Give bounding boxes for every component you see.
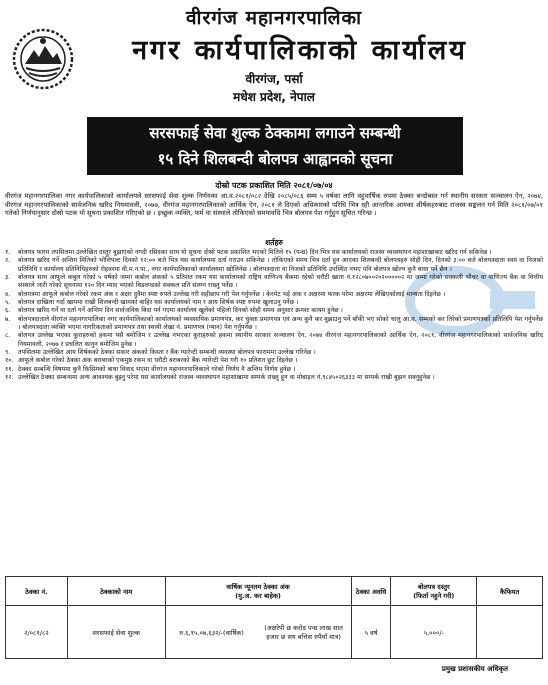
cell-name: सरसफाई सेवा शुल्क xyxy=(67,606,165,659)
term-text: आफूले कबोल गरेको ठेक्का अंक बराबरको एकमुष्ठ रकम वा धरौटी बराबरको बैंक ग्यारेन्टी पेश गरी १० प्रतिशत छुट दिइनेछ । xyxy=(18,357,298,365)
intro-paragraph: वीरगंज महानगरपालिका नगर कार्यपालिकाको कार्यालयले सरसफाई सेवा शुल्क निर्णयका आ.व.२०८१/०८२ देखि २०८५/०८६ सम्म ५ वर्षका लागि वहुवार्षिक रुपमा ठेक्का बन्दोबस्त गर्न स्थानीय सरकार सञ्चालन ऐन, २०७४, वीरगंज महानगरपालिकाको सार्वजनिक खरिद नियमावली, २०७७, वीरगंज महानगरपालिकाको आर्थिक ऐन, २०८१ ले दिएको अधिकारको परिधि भित्र रही आन्तरिक आयका शीर्षकहरुबाट राजस्व सङ्कलन गर्न मिति २०८१/०७/०१ गतेको निर्णयानुसार दोस्रो पटक यो सूचना प्रकाशित गरिएको छ । इच्छुक व्यक्ति, फर्म वा संस्थाले तोकिएको समयावधि भित्र बोलपत्र पेश गर्नुहुन सूचित गरिन्छ । xyxy=(5,192,543,218)
term-text: बोलपत्र खरिद गर्ने वा दर्ता गर्ने अन्तिम दिन सार्वजनिक बिदा पर्न गएमा कार्यालय खुलेको पहिलो दिनको सोही समय अनुसार क्रमशः कायम हुनेछ । xyxy=(18,307,343,315)
term-number: १२. xyxy=(5,374,14,382)
cell-ref: २/०८१/८२ xyxy=(6,606,68,659)
office-location: वीरगंज, पर्सा xyxy=(245,72,303,86)
notice-title-banner xyxy=(87,117,463,175)
terms-list xyxy=(5,249,543,383)
col-header-duration: ठेक्का अवधि xyxy=(351,577,391,606)
col-header-fee-sub: (फिर्ता नहुने गरी) xyxy=(413,592,455,600)
term-number: ११. xyxy=(5,365,14,373)
term-item xyxy=(5,307,543,315)
term-number: १. xyxy=(5,249,11,256)
term-text: ठेक्का सम्बन्धि विषयमा कुनै किसिमको बाधा विवाद भएमा वीरगंज महानगरपालिकाले गरेको निर्णय नै अन्तिम निर्णय हुनेछ । xyxy=(18,365,296,373)
term-item xyxy=(5,374,543,382)
col-header-name: ठेक्काको नाम xyxy=(67,577,165,606)
terms-heading: शर्तहरु xyxy=(265,238,283,247)
term-item xyxy=(5,332,543,349)
term-number: १०. xyxy=(5,357,14,365)
cell-amount xyxy=(165,606,351,659)
term-item xyxy=(5,274,543,291)
term-number: ६. xyxy=(5,307,11,315)
cell-fee: ५,०००/- xyxy=(391,606,477,659)
notice-title-line1: सरसफाई सेवा शुल्क ठेक्कामा लगाउने सम्बन्धी xyxy=(149,124,401,142)
term-item xyxy=(5,316,543,333)
cell-amount-figure: रु.६,१५,०७,६३२/-(वार्षिक) xyxy=(179,628,244,637)
term-text: बोलपत्र फारम तपसिलमा उल्लेखित दस्तुर बुझाएको नगदी रसिदका साथ यो सूचना दोस्रो पटक प्रकाशित भएको मितिले १५ (पन्ध्र) दिन भित्र यस कार्यालयको राजस्व व्यवस्थापन महाशाखाबाट खरिद गर्न सकिनेछ । xyxy=(18,249,492,256)
term-item xyxy=(5,366,543,374)
col-header-fee xyxy=(391,577,477,606)
term-item xyxy=(5,291,543,299)
cell-amount-words: (अक्षरेपी छ करोड पन्ध्र लाख सात हजार छ सय बत्तिस रुपैयाँ मात्र) xyxy=(264,624,343,641)
term-number: ७. xyxy=(5,315,11,323)
term-text: बोलपत्रमा आफूले कबोल गरेको रकम अंक र अक्षर दुवैमा स्पष्ट रुपले उल्लेख गरी सहीछाप गरी पेश गर्नुपर्नेछ । केरमेट भई अंक र अक्षरमा फरक परेमा अक्षरमा लेखिएकोलाई मान्यता दिइनेछ । xyxy=(18,290,446,298)
col-header-amount-title: वार्षिक न्यूनतम ठेक्का अंक xyxy=(226,583,290,591)
term-number: ४. xyxy=(5,290,11,298)
table-row xyxy=(6,606,543,659)
office-province: मधेश प्रदेश, नेपाल xyxy=(233,90,315,104)
term-text: बोलपत्रदाताले वीरगंज महानगरपालिका नगर कार्यपालिकाको कार्यालयको व्यवसायिक प्रमाणपत्र, कर चुक्ता प्रमाणपत्र एवं अन्य कुनै कर बुझाउनु पर्ने बाँकी भए सोको चालु आ.व. सम्मको कर तिरेको प्रमाणपत्रको प्रतिलिपि पेश गर्नुपर्नेछ । बोलपत्रदाता व्यक्ति भएमा नागरिकताको प्रमाणपत्र तथा स्थायी लेखा नं. प्रमाणपत्र (प्यान) पेश गर्नुपर्नेछ । xyxy=(18,315,543,332)
tender-table xyxy=(5,576,543,659)
cell-remarks xyxy=(477,606,543,659)
term-number: ३. xyxy=(5,274,11,282)
term-text: बोलपत्र दाखिला गर्दा खाममा राखी शिलबन्दी खामको बाहिर यस कार्यालयको नाम र आय शिर्षक स्पष्ट रुपमा खुलाउनु पर्नेछ । xyxy=(18,299,299,307)
term-number: ५. xyxy=(5,299,11,307)
publish-date: दोस्रो पटक प्रकाशित मिति २०८१/०७/०४ xyxy=(215,181,333,190)
term-text: तपसिलमा उल्लेखित आय शिर्षकको ठेक्का सकार अंकको किस्ता र बैंक ग्यारेन्टी सम्बन्धी व्यवस्था बोलपत्र फाराममा उल्लेख गरिनेछ । xyxy=(18,349,316,357)
col-header-amount xyxy=(165,577,351,606)
notice-title-line2: १५ दिने शिलबन्दी बोलपत्र आह्वानको सूचना xyxy=(157,150,393,168)
table-header-row xyxy=(6,577,543,606)
term-text: बोलपत्र उल्लेख भएका कुराहरुको हकमा यसै बमोजिम र उल्लेख नभएका कुराहरुको हकमा स्थानीय सरकार सञ्चालन ऐन, २०७४ वीरगंज महानगरपालिकाको आर्थिक ऐन, २०८१, वीरगंज महानगरपालिकाको सार्वजनिक खरिद नियमावली, २०७७ र प्रचलित कानुन बमोजिम हुनेछ । xyxy=(18,332,543,348)
municipality-name: वीरगंज महानगरपालिका xyxy=(185,7,363,29)
term-number: ८. xyxy=(5,332,11,340)
term-item xyxy=(5,257,543,274)
office-name: नगर कार्यपालिकाको कार्यालय xyxy=(132,35,468,66)
term-number: २. xyxy=(5,257,11,265)
term-text: बोलपत्र खरिद गर्ने अन्तिम मितिको भोलिपल्ट दिनको १२:०० बजे भित्र यस कार्यालयमा दर्ता गराउन सकिनेछ । तोकिएको समय भित्र दर्ता हुन आएका शिलबन्दी बोलपत्रहरु सोही दिन, दिनको ३:०० बजे बोलपत्रदाता स्वयं वा निजको प्रतिनिधि र कार्यालय प्रतिनिधिहरुको रोहवरमा वी.म.न.पा., नगर कार्यपालिकाको कार्यालयमा खोलिनेछ । बोलपत्रदाता वा निजको प्रतिनिधि उपस्थित नभए पनि बोलपत्र खोल्न कुनै बाधा पर्ने छैन । xyxy=(18,257,543,273)
term-text: बोलपत्र साथ आफूले कबुल गरेको ५ वर्षको जम्मा कबोल अंकको ५ प्रतिशत रकम यस कार्यालयको राष्ट्रिय वाणिज्य बैंकमा रहेको धरौटी खाता नं.१२८०७००२०२०००००२ मा जम्मा गरेको सक्कली भौचर वा वाणिज्य बैंक वा वित्तीय संस्थाले जारी गरेको सूचनामा १२० दिन म्याद भएको बिडवण्डको सक्कल प्रति संलग्न राख्नु पर्नेछ । xyxy=(18,274,543,290)
term-number: ९. xyxy=(5,349,11,357)
signatory-title: प्रमुख प्रशासकीय अधिकृत xyxy=(441,665,508,673)
col-header-amount-sub: (मु.अ. कर बाहेक) xyxy=(235,592,281,600)
term-text: उल्लेखित ठेक्का सम्बन्धमा अन्य आवश्यक बुझ्नु परेमा यस कार्यालयको राजस्व व्यवस्थापन महाशाखामा सम्पर्क राख्नु हुन वा मोबाइल नं.९८४५०२६३३३ मा सम्पर्क राखी बुझन सक्नुहुनेछ । xyxy=(18,374,435,382)
col-header-ref: ठेक्का नं. xyxy=(6,577,68,606)
term-item xyxy=(5,357,543,365)
col-header-remarks: कैफियत xyxy=(477,577,543,606)
cell-duration: ५ वर्ष xyxy=(351,606,391,659)
letterhead xyxy=(0,0,548,118)
col-header-fee-title: बोलपत्र दस्तुर xyxy=(417,583,450,591)
